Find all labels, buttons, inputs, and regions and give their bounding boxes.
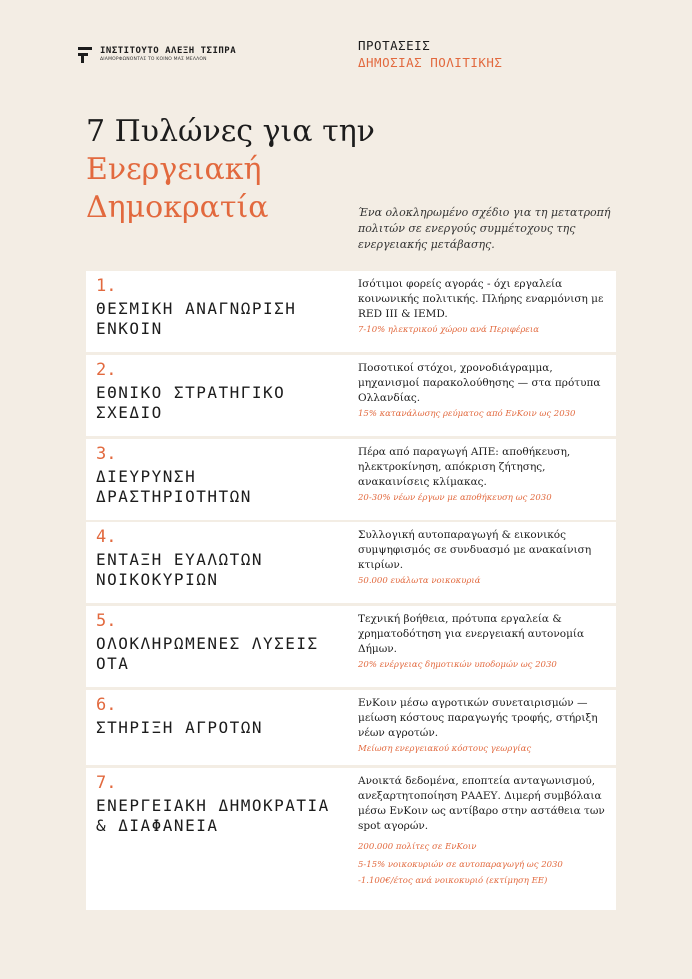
pillar-stat: 50.000 ευάλωτα νοικοκυριά	[358, 576, 481, 586]
pillar-name: ΔΙΕΥΡΥΝΣΗ ΔΡΑΣΤΗΡΙΟΤΗΤΩΝ	[96, 467, 252, 506]
pillar-card-7	[86, 768, 616, 910]
pillar-name: ΣΤΗΡΙΞΗ ΑΓΡΟΤΩΝ	[96, 718, 263, 737]
institute-tagline: ΔΙΑΜΟΡΦΩΝΟΝΤΑΣ ΤΟ ΚΟΙΝΟ ΜΑΣ ΜΕΛΛΟΝ	[100, 57, 207, 62]
document-category	[358, 37, 502, 71]
pillar-description-block	[358, 612, 614, 673]
title-line-2: Ενεργειακή	[86, 152, 262, 187]
pillar-stat: 20-30% νέων έργων με αποθήκευση ως 2030	[358, 493, 552, 503]
pillar-card-1	[86, 271, 616, 352]
pillar-card-3	[86, 439, 616, 520]
pillar-description: ΕνΚοιν μέσω αγροτικών συνεταιρισμών — μείωση κόστους παραγωγής τροφής, στήριξη νέων αγροτών.	[358, 697, 598, 739]
pillar-stat: 7-10% ηλεκτρικού χώρου ανά Περιφέρεια	[358, 325, 539, 335]
pillar-description: Πέρα από παραγωγή ΑΠΕ: αποθήκευση, ηλεκτροκίνηση, απόκριση ζήτησης, ανακαινίσεις κλίμακας.	[358, 446, 571, 488]
title-line-3: Δημοκρατία	[86, 190, 269, 225]
pillar-stat: 5-15% νοικοκυριών σε αυτοπαραγωγή ως 2030	[358, 860, 563, 870]
pillar-stat: 200.000 πολίτες σε ΕνΚοιν	[358, 842, 477, 852]
title-line-1: 7 Πυλώνες για την	[86, 114, 375, 149]
pillar-name: ΕΝΤΑΞΗ ΕΥΑΛΩΤΩΝ ΝΟΙΚΟΚΥΡΙΩΝ	[96, 550, 263, 589]
pillar-name: ΕΝΕΡΓΕΙΑΚΗ ΔΗΜΟΚΡΑΤΙΑ & ΔΙΑΦΑΝΕΙΑ	[96, 796, 330, 835]
intro-text: Ένα ολοκληρωμένο σχέδιο για τη μετατροπή πολιτών σε ενεργούς συμμέτοχους της ενεργειακής μετάβασης.	[358, 206, 611, 251]
pillar-stat: 15% κατανάλωσης ρεύματος από ΕνΚοιν ως 2030	[358, 409, 576, 419]
pillar-number: 1.	[96, 276, 117, 296]
pillar-description: Ποσοτικοί στόχοι, χρονοδιάγραμμα, μηχανισμοί παρακολούθησης — στα πρότυπα Ολλανδίας.	[358, 362, 601, 404]
institute-name: ΙΝΣΤΙΤΟΥΤΟ ΑΛΕΞΗ ΤΣΙΠΡΑ	[100, 46, 237, 56]
pillar-number: 6.	[96, 695, 117, 715]
pillar-card-4	[86, 522, 616, 603]
pillar-description-block	[358, 277, 614, 338]
pillar-description-block	[358, 445, 614, 506]
pillar-name: ΟΛΟΚΛΗΡΩΜΕΝΕΣ ΛΥΣΕΙΣ ΟΤΑ	[96, 634, 319, 673]
pillar-name: ΘΕΣΜΙΚΗ ΑΝΑΓΝΩΡΙΣΗ ΕΝΚΟΙΝ	[96, 299, 297, 338]
pillar-description: Συλλογική αυτοπαραγωγή & εικονικός συμψηφισμός σε συνδυασμό με ανακαίνιση κτιρίων.	[358, 529, 592, 571]
pillar-description: Τεχνική βοήθεια, πρότυπα εργαλεία & χρηματοδότηση για ενεργειακή αυτονομία Δήμων.	[358, 613, 585, 655]
pillar-description-block	[358, 696, 614, 757]
pillar-description: Ισότιμοι φορείς αγοράς - όχι εργαλεία κοινωνικής πολιτικής. Πλήρης εναρμόνιση με RED III & IEMD.	[358, 278, 604, 320]
page-title	[86, 113, 375, 227]
pillar-number: 2.	[96, 360, 117, 380]
pillar-card-2	[86, 355, 616, 436]
pillar-name: ΕΘΝΙΚΟ ΣΤΡΑΤΗΓΙΚΟ ΣΧΕΔΙΟ	[96, 383, 286, 422]
pillar-description-block	[358, 774, 614, 889]
pillar-number: 4.	[96, 527, 117, 547]
pillar-number: 7.	[96, 773, 117, 793]
pillar-stat: 20% ενέργειας δημοτικών υποδομών ως 2030	[358, 660, 557, 670]
category-line-1: ΠΡΟΤΑΣΕΙΣ	[358, 38, 431, 53]
institute-logo	[78, 46, 236, 63]
pillar-description-block	[358, 528, 614, 589]
pillar-description: Ανοικτά δεδομένα, εποπτεία ανταγωνισμού, ανεξαρτητοποίηση ΡΑΑΕΥ. Διμερή συμβόλαια μέσω ΕνΚοιν ως αντίβαρο στην αστάθεια των spot αγορών.	[358, 775, 605, 832]
pillar-description-block	[358, 361, 614, 422]
pillar-number: 3.	[96, 444, 117, 464]
pillar-card-6	[86, 690, 616, 765]
pillar-number: 5.	[96, 611, 117, 631]
category-line-2: ΔΗΜΟΣΙΑΣ ΠΟΛΙΤΙΚΗΣ	[358, 55, 503, 70]
pillar-stat: Μείωση ενεργειακού κόστους γεωργίας	[358, 744, 532, 754]
pillar-card-5	[86, 606, 616, 687]
logo-mark-icon	[78, 47, 92, 63]
pillar-stat: -1.100€/έτος ανά νοικοκυριό (εκτίμηση ΕΕ)	[358, 876, 548, 886]
